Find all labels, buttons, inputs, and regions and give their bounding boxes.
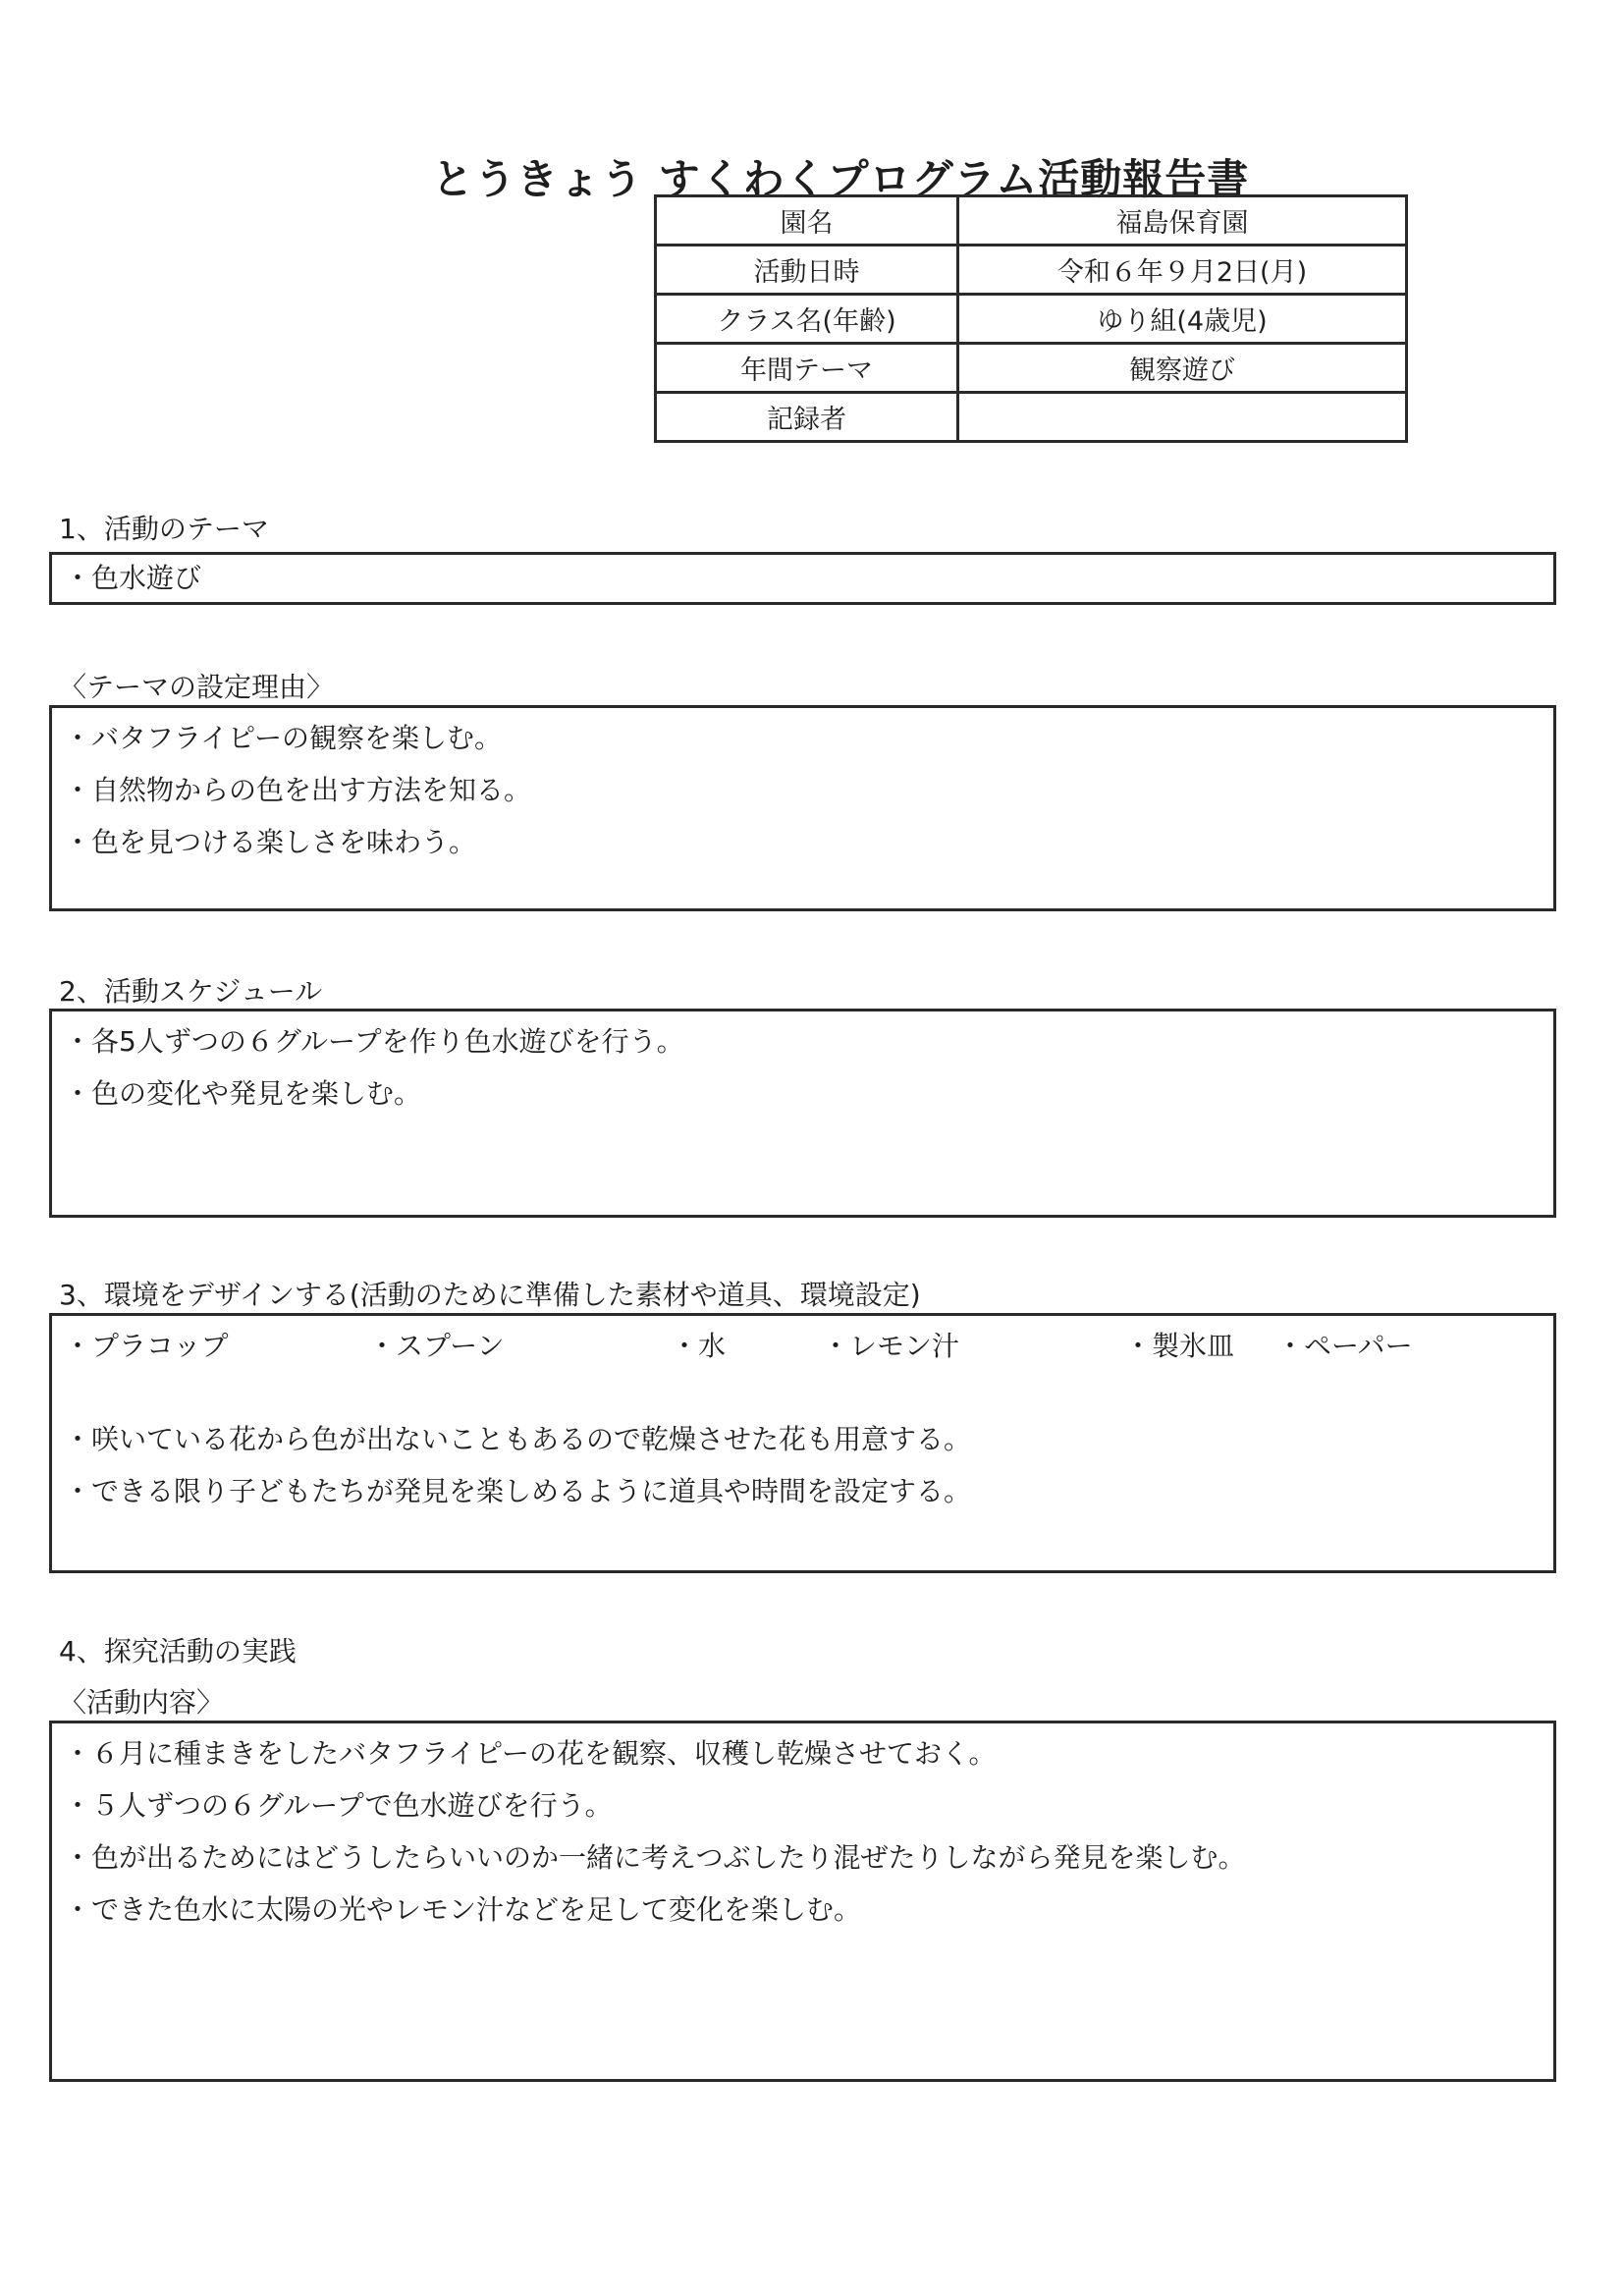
section3-heading: 3、環境をデザインする(活動のために準備した素材や道具、環境設定): [59, 1279, 921, 1311]
reason-line: ・バタフライピーの観察を楽しむ。: [64, 722, 503, 754]
info-value: ゆり組(4歳児): [958, 295, 1407, 344]
section1-box: [49, 552, 1556, 605]
info-table: [654, 194, 1408, 443]
section4-line: ・色が出るためにはどうしたらいいのか一緒に考えつぶしたり混ぜたりしながら発見を楽しむ。: [64, 1841, 1246, 1874]
section1-line: ・色水遊び: [64, 562, 202, 594]
report-title: とうきょう すくわくプログラム活動報告書: [432, 155, 1250, 203]
info-label: クラス名(年齢): [656, 295, 958, 344]
info-label: 記録者: [656, 393, 958, 442]
tool-item: ・レモン汁: [822, 1330, 960, 1362]
tool-item: ・ペーパー: [1276, 1330, 1413, 1362]
info-label: 園名: [656, 196, 958, 246]
info-row: [656, 393, 1407, 442]
section4-line: ・できた色水に太陽の光やレモン汁などを足して変化を楽しむ。: [64, 1893, 862, 1926]
section4-line: ・５人ずつの６グループで色水遊びを行う。: [64, 1789, 613, 1822]
info-row: [656, 246, 1407, 295]
section2-heading: 2、活動スケジュール: [59, 975, 323, 1008]
tool-item: ・スプーン: [368, 1330, 505, 1362]
reason-line: ・色を見つける楽しさを味わう。: [64, 826, 477, 858]
section2-line: ・各5人ずつの６グループを作り色水遊びを行う。: [64, 1025, 684, 1058]
tool-item: ・製氷皿: [1124, 1330, 1235, 1362]
info-row: [656, 344, 1407, 393]
section4-heading: 4、探究活動の実践: [59, 1635, 297, 1667]
info-value: 観察遊び: [958, 344, 1407, 393]
section3-line: ・できる限り子どもたちが発見を楽しめるように道具や時間を設定する。: [64, 1475, 972, 1507]
section4-box: [49, 1721, 1556, 2082]
reason-heading: 〈テーマの設定理由〉: [59, 671, 335, 703]
section4-line: ・６月に種まきをしたバタフライピーの花を観察、収穫し乾燥させておく。: [64, 1737, 997, 1770]
info-row: [656, 295, 1407, 344]
tool-item: ・水: [671, 1330, 727, 1362]
section1-heading: 1、活動のテーマ: [59, 513, 269, 545]
tool-item: ・プラコップ: [64, 1330, 229, 1362]
tools-row: [64, 1320, 1542, 1372]
section3-line: ・咲いている花から色が出ないこともあるので乾燥させた花も用意する。: [64, 1423, 972, 1455]
info-row: [656, 196, 1407, 246]
reason-box: [49, 705, 1556, 911]
section2-line: ・色の変化や発見を楽しむ。: [64, 1077, 422, 1110]
section4-subheading: 〈活動内容〉: [59, 1686, 225, 1719]
info-label: 年間テーマ: [656, 344, 958, 393]
info-value: 福島保育園: [958, 196, 1407, 246]
info-label: 活動日時: [656, 246, 958, 295]
reason-line: ・自然物からの色を出す方法を知る。: [64, 774, 532, 806]
section3-box: [49, 1313, 1556, 1573]
section2-box: [49, 1009, 1556, 1218]
info-value: [958, 393, 1407, 442]
info-value: 令和６年９月2日(月): [958, 246, 1407, 295]
